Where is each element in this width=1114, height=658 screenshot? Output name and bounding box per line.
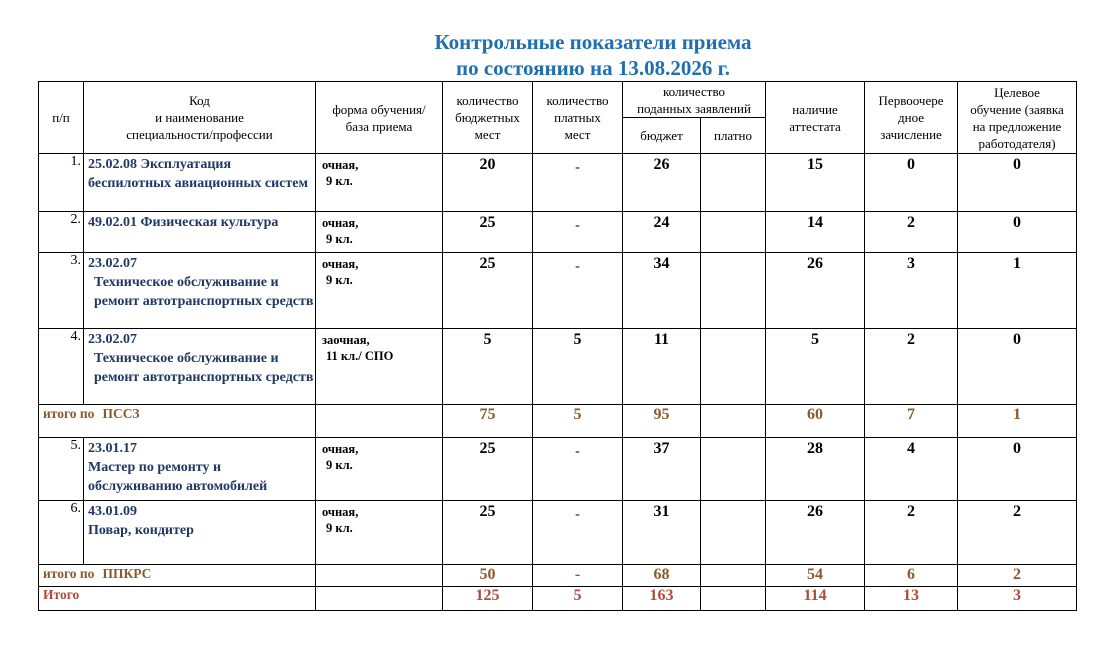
row-target: 0 (958, 154, 1077, 212)
grand-total-target: 3 (958, 587, 1077, 611)
subtotal-app-budget: 68 (623, 565, 701, 587)
grand-total-form (316, 587, 443, 611)
row-priority: 2 (865, 329, 958, 405)
table-row (39, 438, 1077, 501)
grand-total-app-paid (701, 587, 766, 611)
row-app-paid (701, 154, 766, 212)
subtotal-label: итого по ППКРС (39, 565, 316, 587)
row-form: заочная, 11 кл./ СПО (316, 329, 443, 405)
row-form: очная, 9 кл. (316, 438, 443, 501)
row-budget-places: 5 (443, 329, 533, 405)
subtotal-certificate: 60 (766, 405, 865, 438)
row-target: 0 (958, 212, 1077, 253)
grand-total-app-budget: 163 (623, 587, 701, 611)
row-budget-places: 25 (443, 438, 533, 501)
row-priority: 3 (865, 253, 958, 329)
header-num: п/п (39, 82, 84, 154)
row-budget-places: 25 (443, 212, 533, 253)
row-specialty: 23.02.07 Техническое обслуживание и ремонт автотранспортных средств (84, 329, 316, 405)
subtotal-form (316, 565, 443, 587)
header-code: Код и наименование специальности/профессии (84, 82, 316, 154)
table-row (39, 501, 1077, 565)
subtotal-target: 2 (958, 565, 1077, 587)
row-priority: 2 (865, 501, 958, 565)
row-app-paid (701, 438, 766, 501)
row-paid-places: 5 (533, 329, 623, 405)
row-certificate: 26 (766, 253, 865, 329)
row-form: очная, 9 кл. (316, 253, 443, 329)
row-certificate: 14 (766, 212, 865, 253)
header-certificate: наличие аттестата (766, 82, 865, 154)
grand-total-priority: 13 (865, 587, 958, 611)
row-app-paid (701, 253, 766, 329)
row-app-budget: 26 (623, 154, 701, 212)
grand-total-budget-places: 125 (443, 587, 533, 611)
row-target: 0 (958, 329, 1077, 405)
header-app-paid: платно (701, 118, 766, 154)
row-paid-places: - (533, 253, 623, 329)
row-certificate: 26 (766, 501, 865, 565)
row-certificate: 28 (766, 438, 865, 501)
subtotal-budget-places: 50 (443, 565, 533, 587)
page-title (0, 29, 1114, 81)
row-app-paid (701, 501, 766, 565)
grand-total-paid-places: 5 (533, 587, 623, 611)
subtotal-label: итого по ПССЗ (39, 405, 316, 438)
row-target: 1 (958, 253, 1077, 329)
title-line-1: Контрольные показатели приема (434, 30, 752, 54)
row-app-budget: 24 (623, 212, 701, 253)
header-applications: количество поданных заявлений (623, 82, 766, 118)
row-specialty: 43.01.09 Повар, кондитер (84, 501, 316, 565)
row-budget-places: 25 (443, 501, 533, 565)
row-budget-places: 25 (443, 253, 533, 329)
row-paid-places: - (533, 438, 623, 501)
subtotal-paid-places: - (533, 565, 623, 587)
table-row (39, 212, 1077, 253)
subtotal-paid-places: 5 (533, 405, 623, 438)
table-row (39, 154, 1077, 212)
row-num: 4. (39, 329, 84, 405)
header-budget-places: количество бюджетных мест (443, 82, 533, 154)
title-line-2: по состоянию на 13.08.2026 г. (455, 56, 730, 80)
grand-total-certificate: 114 (766, 587, 865, 611)
row-num: 5. (39, 438, 84, 501)
subtotal-row-ppkrs (39, 565, 1077, 587)
row-app-paid (701, 329, 766, 405)
subtotal-priority: 6 (865, 565, 958, 587)
subtotal-app-paid (701, 405, 766, 438)
row-target: 0 (958, 438, 1077, 501)
subtotal-app-paid (701, 565, 766, 587)
row-form: очная, 9 кл. (316, 501, 443, 565)
header-form: форма обучения/ база приема (316, 82, 443, 154)
row-app-budget: 31 (623, 501, 701, 565)
row-form: очная, 9 кл. (316, 154, 443, 212)
row-paid-places: - (533, 154, 623, 212)
row-specialty: 25.02.08 Эксплуатация беспилотных авиационных систем (84, 154, 316, 212)
header-priority: Первоочере дное зачисление (865, 82, 958, 154)
row-paid-places: - (533, 212, 623, 253)
row-form: очная, 9 кл. (316, 212, 443, 253)
table-row (39, 329, 1077, 405)
grand-total-label: Итого (39, 587, 316, 611)
row-num: 6. (39, 501, 84, 565)
row-specialty: 23.02.07 Техническое обслуживание и ремонт автотранспортных средств (84, 253, 316, 329)
row-num: 3. (39, 253, 84, 329)
row-certificate: 15 (766, 154, 865, 212)
row-certificate: 5 (766, 329, 865, 405)
header-paid-places: количество платных мест (533, 82, 623, 154)
grand-total-row (39, 587, 1077, 611)
row-app-budget: 11 (623, 329, 701, 405)
row-priority: 0 (865, 154, 958, 212)
subtotal-budget-places: 75 (443, 405, 533, 438)
table-row (39, 253, 1077, 329)
row-app-paid (701, 212, 766, 253)
row-budget-places: 20 (443, 154, 533, 212)
admission-table (38, 81, 1077, 611)
subtotal-target: 1 (958, 405, 1077, 438)
subtotal-form (316, 405, 443, 438)
row-priority: 4 (865, 438, 958, 501)
row-app-budget: 37 (623, 438, 701, 501)
header-app-budget: бюджет (623, 118, 701, 154)
subtotal-priority: 7 (865, 405, 958, 438)
row-num: 2. (39, 212, 84, 253)
subtotal-certificate: 54 (766, 565, 865, 587)
row-priority: 2 (865, 212, 958, 253)
row-num: 1. (39, 154, 84, 212)
header-target: Целевое обучение (заявка на предложение работодателя) (958, 82, 1077, 154)
row-specialty: 23.01.17 Мастер по ремонту и обслуживанию автомобилей (84, 438, 316, 501)
row-specialty: 49.02.01 Физическая культура (84, 212, 316, 253)
row-paid-places: - (533, 501, 623, 565)
row-app-budget: 34 (623, 253, 701, 329)
subtotal-app-budget: 95 (623, 405, 701, 438)
row-target: 2 (958, 501, 1077, 565)
subtotal-row-pssz (39, 405, 1077, 438)
